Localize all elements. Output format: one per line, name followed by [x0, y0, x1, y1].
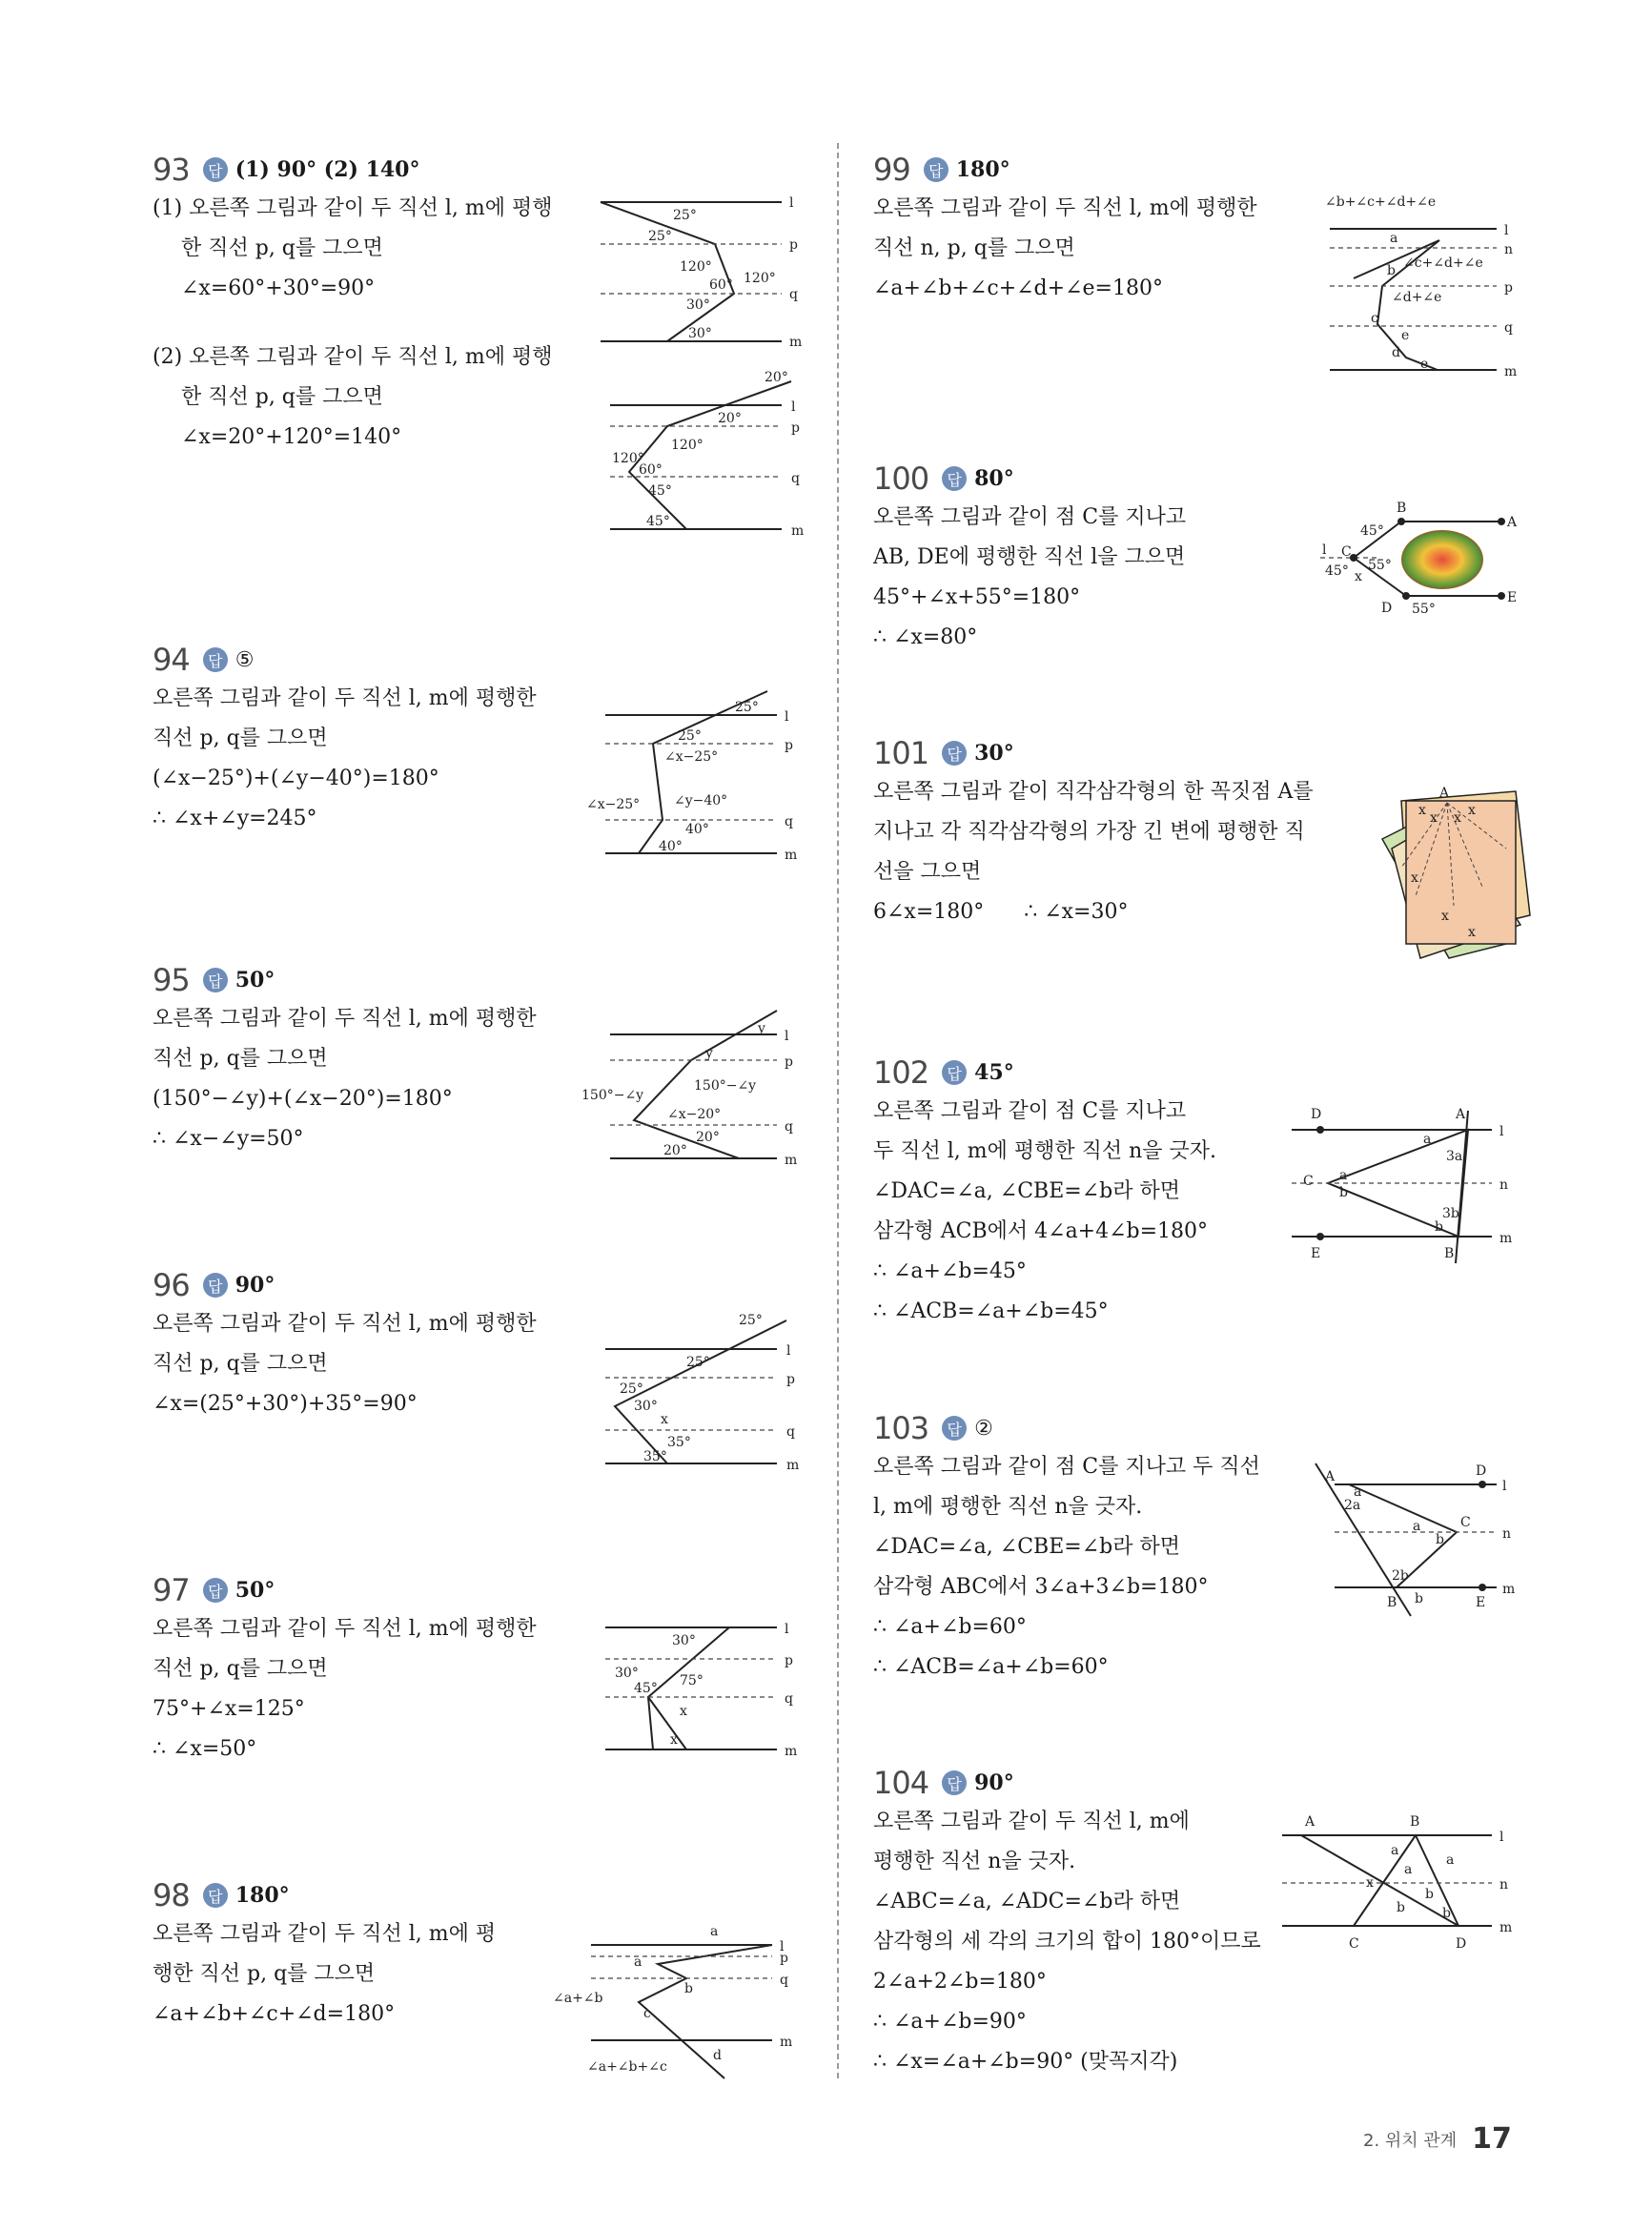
svg-text:45°: 45° — [634, 1681, 658, 1696]
figure-103 — [1306, 1454, 1535, 1626]
svg-text:20°: 20° — [663, 1143, 687, 1158]
svg-text:b: b — [1425, 1887, 1434, 1902]
svg-text:D: D — [1381, 601, 1393, 616]
svg-text:x: x — [1411, 870, 1418, 886]
svg-text:b: b — [1387, 263, 1396, 278]
svg-text:120°: 120° — [680, 259, 712, 275]
problem-number: 101 — [873, 735, 929, 771]
answer-text: 180° — [955, 157, 1010, 182]
figure-99 — [1325, 191, 1549, 381]
svg-text:a: a — [1446, 1852, 1455, 1868]
problem-98 — [153, 1876, 601, 2035]
svg-text:A: A — [1456, 1107, 1466, 1122]
svg-text:p: p — [789, 237, 798, 253]
svg-text:m: m — [1502, 1582, 1516, 1597]
svg-text:A: A — [1325, 1469, 1336, 1484]
answer-text: 45° — [974, 1060, 1014, 1085]
problem-96 — [153, 1266, 601, 1424]
svg-text:x: x — [1355, 569, 1362, 584]
svg-text:m: m — [780, 2035, 793, 2050]
solution: 오른쪽 그림과 같이 점 C를 지나고 두 직선 l, m에 평행한 직선 n을 긋자. ∠DAC=∠a, ∠CBE=∠b라 하면 삼각형 ACB에서 4∠a+4∠b=180° ∴ ∠a+∠b=45° ∴ ∠ACB=∠a+∠b=45° — [873, 1099, 1217, 1323]
problem-number: 94 — [153, 642, 190, 678]
svg-text:l: l — [1504, 223, 1509, 238]
svg-text:y: y — [705, 1046, 713, 1061]
svg-text:45°: 45° — [648, 483, 672, 499]
svg-text:30°: 30° — [686, 297, 710, 313]
svg-text:a: a — [1391, 1843, 1399, 1858]
problem-97 — [153, 1571, 601, 1770]
svg-text:35°: 35° — [643, 1449, 667, 1464]
solution: 오른쪽 그림과 같이 두 직선 l, m에 평행한 직선 p, q를 그으면 (150°−∠y)+(∠x−20°)=180° ∴ ∠x−∠y=50° — [153, 1007, 537, 1151]
svg-text:55°: 55° — [1412, 602, 1436, 617]
svg-text:a: a — [1354, 1484, 1362, 1500]
svg-text:x: x — [1454, 810, 1461, 826]
answer-text: 90° — [235, 1273, 275, 1298]
solution-part-1: (1) 오른쪽 그림과 같이 두 직선 l, m에 평행 한 직선 p, q를 그으면 ∠x=60°+30°=90° — [153, 196, 553, 300]
svg-text:30°: 30° — [634, 1399, 658, 1414]
answer-text: 50° — [235, 1578, 275, 1603]
figure-95 — [581, 1006, 815, 1168]
svg-text:b: b — [684, 1981, 693, 1996]
svg-text:x: x — [670, 1732, 678, 1748]
problem-99 — [873, 151, 1321, 309]
svg-text:m: m — [789, 335, 803, 350]
svg-text:2a: 2a — [1344, 1498, 1361, 1513]
svg-text:∠a+∠b+∠c: ∠a+∠b+∠c — [587, 2059, 667, 2075]
problem-number: 98 — [153, 1877, 190, 1913]
svg-text:l: l — [786, 1343, 791, 1359]
svg-text:d: d — [713, 2048, 722, 2063]
svg-text:3a: 3a — [1446, 1149, 1463, 1164]
figure-93-1 — [591, 191, 810, 353]
column-divider — [837, 143, 839, 2078]
problem-number: 99 — [873, 152, 910, 188]
svg-text:a: a — [710, 1924, 719, 1939]
svg-text:20°: 20° — [765, 370, 788, 385]
solution-part-2: (2) 오른쪽 그림과 같이 두 직선 l, m에 평행 한 직선 p, q를 그으면 ∠x=20°+120°=140° — [153, 345, 553, 449]
svg-text:q: q — [791, 471, 800, 486]
svg-text:20°: 20° — [718, 411, 742, 426]
svg-text:l: l — [1499, 1124, 1504, 1139]
svg-text:C: C — [1349, 1936, 1359, 1952]
svg-text:∠y−40°: ∠y−40° — [674, 793, 728, 808]
svg-text:25°: 25° — [686, 1355, 710, 1370]
svg-text:a: a — [1404, 1862, 1413, 1877]
answer-badge: 답 — [942, 1770, 967, 1795]
svg-text:p: p — [1504, 280, 1513, 296]
problem-number: 96 — [153, 1267, 190, 1303]
svg-text:l: l — [1502, 1479, 1507, 1494]
svg-text:n: n — [1504, 242, 1514, 257]
svg-text:∠x−25°: ∠x−25° — [664, 749, 719, 765]
svg-text:m: m — [785, 1744, 798, 1759]
svg-text:∠d+∠e: ∠d+∠e — [1392, 290, 1442, 305]
svg-text:40°: 40° — [685, 822, 709, 837]
svg-text:l: l — [780, 1939, 785, 1954]
svg-text:a: a — [634, 1954, 642, 1970]
svg-text:q: q — [1504, 320, 1513, 336]
svg-text:45°: 45° — [646, 514, 670, 529]
svg-text:25°: 25° — [673, 208, 697, 223]
figure-101 — [1363, 782, 1535, 972]
svg-text:m: m — [791, 523, 805, 539]
problem-number: 97 — [153, 1572, 190, 1608]
figure-98 — [553, 1907, 810, 2078]
svg-text:120°: 120° — [744, 271, 776, 286]
figure-97 — [596, 1616, 815, 1759]
problem-93 — [153, 151, 601, 458]
svg-text:p: p — [785, 1653, 793, 1668]
page-footer — [1363, 2122, 1512, 2156]
answer-badge: 답 — [203, 1578, 228, 1603]
answer-text: 50° — [235, 968, 275, 992]
svg-text:b: b — [1397, 1900, 1405, 1915]
svg-text:150°−∠y: 150°−∠y — [581, 1088, 644, 1103]
svg-text:p: p — [791, 420, 800, 436]
svg-text:D: D — [1476, 1463, 1487, 1479]
solution: 오른쪽 그림과 같이 두 직선 l, m에 평행한 직선 p, q를 그으면 75°+∠x=125° ∴ ∠x=50° — [153, 1617, 537, 1761]
svg-text:∠x−25°: ∠x−25° — [586, 797, 641, 812]
svg-text:b: b — [1339, 1185, 1348, 1200]
svg-text:3b: 3b — [1442, 1206, 1459, 1221]
svg-text:p: p — [780, 1951, 788, 1966]
svg-text:45°: 45° — [1360, 523, 1384, 539]
problem-102 — [873, 1054, 1321, 1332]
svg-text:x: x — [1430, 810, 1438, 826]
answer-badge: 답 — [203, 157, 228, 182]
svg-text:q: q — [786, 1424, 795, 1440]
problem-number: 100 — [873, 460, 929, 497]
svg-text:25°: 25° — [739, 1313, 763, 1328]
svg-text:60°: 60° — [709, 277, 733, 293]
problem-number: 95 — [153, 962, 190, 998]
svg-text:25°: 25° — [678, 728, 702, 744]
svg-text:30°: 30° — [688, 326, 712, 341]
answer-text: 80° — [974, 466, 1014, 491]
svg-text:C: C — [1460, 1515, 1471, 1530]
decorative-image — [1402, 531, 1482, 588]
svg-text:b: b — [1442, 1906, 1451, 1921]
problem-101 — [873, 734, 1340, 932]
problem-94 — [153, 641, 601, 839]
answer-text: 30° — [974, 741, 1014, 766]
figure-100 — [1320, 501, 1549, 620]
svg-text:30°: 30° — [672, 1633, 696, 1648]
problem-104 — [873, 1764, 1321, 2082]
svg-text:B: B — [1410, 1814, 1420, 1830]
answer-badge: 답 — [203, 647, 228, 672]
answer-text: 180° — [235, 1883, 290, 1908]
svg-text:E: E — [1507, 590, 1518, 605]
svg-text:l: l — [785, 709, 789, 725]
answer-badge: 답 — [942, 1416, 967, 1441]
svg-text:A: A — [1439, 786, 1450, 801]
answer-text: 90° — [974, 1770, 1014, 1795]
svg-text:l: l — [785, 1029, 789, 1044]
svg-text:E: E — [1311, 1246, 1321, 1261]
svg-text:40°: 40° — [659, 839, 683, 854]
svg-text:l: l — [1322, 542, 1327, 558]
svg-text:25°: 25° — [735, 700, 759, 715]
figure-96 — [596, 1311, 815, 1473]
svg-text:p: p — [786, 1372, 795, 1387]
svg-text:D: D — [1456, 1936, 1467, 1952]
answer-badge: 답 — [924, 157, 948, 182]
problem-number: 93 — [153, 152, 190, 188]
svg-text:120°: 120° — [612, 451, 644, 466]
svg-text:c: c — [643, 2006, 651, 2021]
svg-text:b: b — [1435, 1219, 1443, 1235]
svg-text:l: l — [789, 195, 794, 211]
solution: 오른쪽 그림과 같이 두 직선 l, m에 평행한 직선 p, q를 그으면 ∠x=(25°+30°)+35°=90° — [153, 1312, 537, 1416]
svg-text:120°: 120° — [671, 438, 704, 453]
solution: 오른쪽 그림과 같이 두 직선 l, m에 평행한 직선 n, p, q를 그으면 ∠a+∠b+∠c+∠d+∠e=180° — [873, 196, 1257, 300]
svg-text:b: b — [1415, 1591, 1423, 1606]
svg-text:x: x — [1468, 925, 1476, 940]
problem-number: 103 — [873, 1410, 929, 1446]
svg-text:m: m — [785, 848, 798, 863]
svg-text:C: C — [1303, 1174, 1314, 1189]
svg-text:m: m — [1499, 1920, 1513, 1935]
svg-text:x: x — [1418, 803, 1426, 818]
problem-95 — [153, 961, 601, 1159]
answer-badge: 답 — [203, 1273, 228, 1298]
svg-text:45°: 45° — [1325, 563, 1349, 579]
answer-badge: 답 — [942, 466, 967, 491]
svg-text:c: c — [1371, 311, 1378, 326]
figure-93-2 — [601, 367, 820, 539]
problem-number: 104 — [873, 1765, 929, 1801]
svg-text:q: q — [789, 287, 798, 302]
svg-text:x: x — [1366, 1875, 1374, 1891]
svg-text:∠a+∠b: ∠a+∠b — [553, 1991, 603, 2006]
svg-text:30°: 30° — [615, 1666, 639, 1681]
svg-text:n: n — [1502, 1526, 1512, 1542]
svg-text:B: B — [1444, 1246, 1455, 1261]
svg-text:25°: 25° — [648, 229, 672, 244]
svg-text:55°: 55° — [1368, 558, 1392, 573]
svg-text:q: q — [785, 814, 793, 829]
svg-text:q: q — [785, 1691, 793, 1707]
svg-text:A: A — [1305, 1814, 1315, 1830]
svg-text:∠x−20°: ∠x−20° — [667, 1107, 722, 1122]
page-number: 17 — [1472, 2122, 1512, 2156]
problem-103 — [873, 1409, 1321, 1688]
svg-text:l: l — [791, 399, 796, 415]
svg-text:m: m — [785, 1153, 798, 1168]
svg-text:x: x — [1468, 803, 1476, 818]
svg-text:e: e — [1401, 328, 1410, 343]
svg-text:35°: 35° — [667, 1435, 691, 1450]
svg-text:l: l — [1499, 1830, 1504, 1845]
svg-text:q: q — [785, 1119, 793, 1135]
svg-text:e: e — [1420, 357, 1429, 372]
svg-text:E: E — [1476, 1595, 1486, 1610]
svg-text:b: b — [1436, 1532, 1444, 1547]
svg-text:n: n — [1499, 1177, 1509, 1193]
svg-text:a: a — [1413, 1519, 1421, 1534]
figure-102 — [1282, 1101, 1540, 1273]
svg-text:d: d — [1392, 345, 1400, 360]
svg-text:C: C — [1341, 544, 1352, 560]
solution: 오른쪽 그림과 같이 점 C를 지나고 두 직선 l, m에 평행한 직선 n을 긋자. ∠DAC=∠a, ∠CBE=∠b라 하면 삼각형 ABC에서 3∠a+3∠b=180° ∴ ∠a+∠b=60° ∴ ∠ACB=∠a+∠b=60° — [873, 1455, 1260, 1679]
solution: 오른쪽 그림과 같이 점 C를 지나고 AB, DE에 평행한 직선 l을 그으면 45°+∠x+55°=180° ∴ ∠x=80° — [873, 505, 1187, 649]
svg-text:x: x — [661, 1412, 668, 1427]
figure-94 — [586, 686, 815, 863]
svg-text:60°: 60° — [639, 462, 663, 478]
answer-text: ⑤ — [235, 647, 255, 672]
svg-text:a: a — [1390, 231, 1398, 246]
solution: 오른쪽 그림과 같이 두 직선 l, m에 평행한 직선 p, q를 그으면 (∠x−25°)+(∠y−40°)=180° ∴ ∠x+∠y=245° — [153, 686, 537, 830]
svg-text:a: a — [1339, 1168, 1348, 1183]
answer-text: (1) 90° (2) 140° — [235, 157, 420, 182]
svg-text:m: m — [786, 1458, 800, 1473]
answer-badge: 답 — [203, 1883, 228, 1908]
svg-text:m: m — [1499, 1231, 1513, 1246]
solution: 오른쪽 그림과 같이 두 직선 l, m에 평 행한 직선 p, q를 그으면 ∠a+∠b+∠c+∠d=180° — [153, 1922, 497, 2026]
svg-text:20°: 20° — [696, 1130, 720, 1145]
svg-text:p: p — [785, 738, 793, 753]
figure-104 — [1273, 1807, 1540, 1959]
svg-text:a: a — [1423, 1132, 1432, 1147]
svg-text:l: l — [785, 1622, 789, 1637]
svg-text:∠c+∠d+∠e: ∠c+∠d+∠e — [1403, 256, 1483, 271]
svg-text:2b: 2b — [1392, 1568, 1409, 1584]
svg-text:x: x — [1441, 909, 1449, 924]
svg-text:A: A — [1507, 515, 1518, 530]
solution: 오른쪽 그림과 같이 두 직선 l, m에 평행한 직선 n을 긋자. ∠ABC=∠a, ∠ADC=∠b라 하면 삼각형의 세 각의 크기의 합이 180°이므로 2∠a+2∠b=180° ∴ ∠a+∠b=90° ∴ ∠x=∠a+∠b=90° (맞꼭지각) — [873, 1810, 1261, 2074]
problem-100 — [873, 460, 1321, 658]
svg-text:q: q — [780, 1973, 788, 1988]
answer-text: ② — [974, 1416, 993, 1441]
svg-text:B: B — [1387, 1595, 1397, 1610]
svg-text:B: B — [1397, 501, 1407, 516]
svg-text:∠b+∠c+∠d+∠e: ∠b+∠c+∠d+∠e — [1325, 194, 1437, 210]
section-title: 2. 위치 관계 — [1363, 2130, 1458, 2151]
svg-text:75°: 75° — [680, 1673, 704, 1688]
problem-number: 102 — [873, 1054, 929, 1091]
answer-badge: 답 — [942, 1060, 967, 1085]
svg-text:m: m — [1504, 364, 1518, 379]
svg-text:x: x — [680, 1704, 687, 1719]
answer-badge: 답 — [942, 741, 967, 766]
answer-badge: 답 — [203, 968, 228, 992]
solution: 오른쪽 그림과 같이 직각삼각형의 한 꼭짓점 A를 지나고 각 직각삼각형의 가장 긴 변에 평행한 직 선을 그으면 6∠x=180° ∴ ∠x=30° — [873, 780, 1314, 924]
svg-text:y: y — [758, 1021, 765, 1036]
svg-text:25°: 25° — [620, 1381, 643, 1397]
svg-text:p: p — [785, 1054, 793, 1070]
svg-text:n: n — [1499, 1877, 1509, 1892]
svg-text:150°−∠y: 150°−∠y — [694, 1078, 757, 1094]
svg-text:D: D — [1311, 1107, 1322, 1122]
